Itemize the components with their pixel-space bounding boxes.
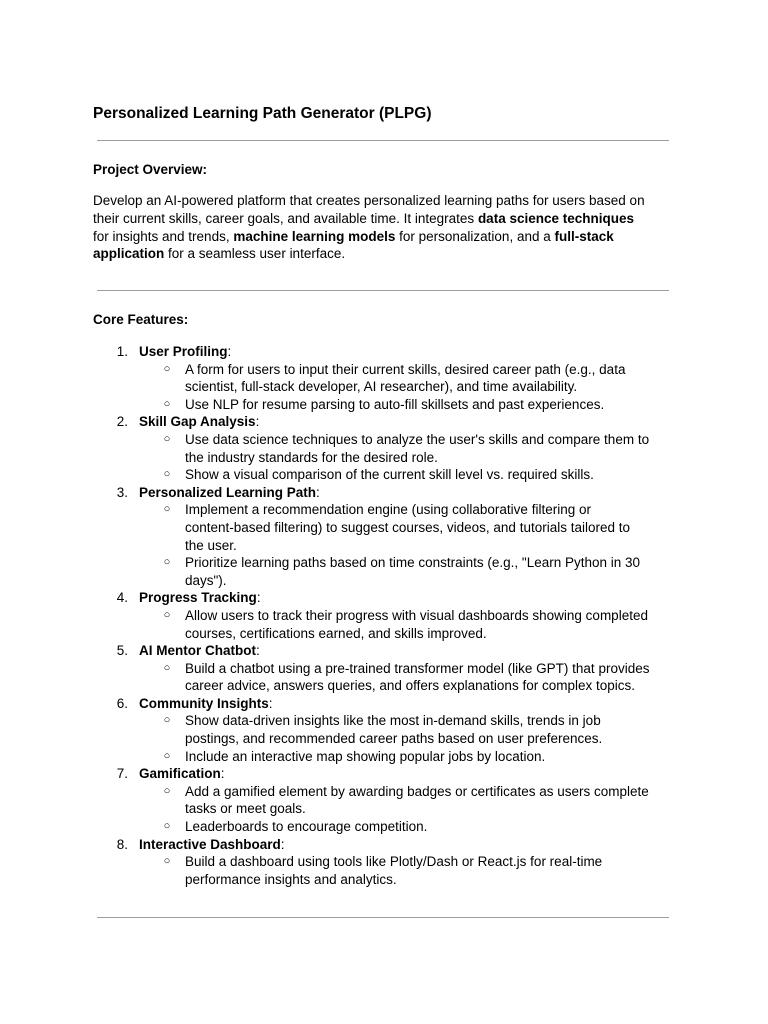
feature-title-text: AI Mentor Chatbot [139,643,256,659]
horizontal-rule [97,917,669,918]
bullet-line: Show a visual comparison of the current skill level vs. required skills. [185,467,594,483]
bullet-line: courses, certifications earned, and skills improved. [185,625,487,641]
bullet-item [0,554,768,589]
feature-title [139,765,225,783]
horizontal-rule [97,140,669,141]
bullet-line: performance insights and analytics. [185,871,397,887]
bullet-item [0,660,768,695]
feature-number: 2. [116,414,128,430]
hollow-circle-bullet-icon: ○ [163,714,171,727]
hollow-circle-bullet-icon: ○ [163,784,171,797]
bullet-line: Include an interactive map showing popular jobs by location. [185,748,546,764]
features-list [0,343,768,888]
bullet-line: content-based filtering) to suggest courses, videos, and tutorials tailored to [185,519,630,535]
bullet-text [185,853,768,888]
feature-title-text: User Profiling [139,344,228,359]
overview-paragraph [93,192,693,263]
bullet-text [185,466,768,484]
bullet-line: Implement a recommendation engine (using collaborative filtering or [185,502,591,518]
bullet-line: Use data science techniques to analyze the user's skills and compare them to [185,431,650,447]
bullet-item [0,431,768,466]
feature-colon: : [280,836,285,852]
bullet-line: A form for users to input their current skills, desired career path (e.g., data [185,361,626,377]
bullet-item [0,396,768,414]
feature-item [0,589,768,642]
feature-title-text: Community Insights [139,695,269,711]
hollow-circle-bullet-icon: ○ [163,855,171,868]
feature-number: 8. [116,836,128,852]
feature-heading [0,413,768,431]
bullet-line: Allow users to track their progress with visual dashboards showing completed [185,607,648,623]
feature-item [0,343,768,413]
bullet-text [185,607,768,642]
bullet-line: Use NLP for resume parsing to auto-fill skillsets and past experiences. [185,396,605,412]
hollow-circle-bullet-icon: ○ [163,820,171,833]
hollow-circle-bullet-icon: ○ [163,468,171,481]
bullet-item [0,466,768,484]
feature-colon: : [316,484,320,500]
feature-item [0,836,768,889]
feature-colon: : [220,766,225,782]
bullet-text [185,660,768,695]
feature-title [139,484,320,502]
bullet-item [0,712,768,747]
feature-number: 3. [116,484,128,500]
feature-colon: : [256,643,260,659]
overview-line [93,210,693,228]
feature-heading [0,589,768,607]
hollow-circle-bullet-icon: ○ [163,397,171,410]
bullet-line: Build a dashboard using tools like Plotly/Dash or React.js for real-time [185,854,603,870]
feature-colon: : [255,414,260,430]
feature-heading [0,484,768,502]
feature-title-text: Personalized Learning Path [139,484,317,500]
feature-colon: : [256,590,261,606]
bullet-text [185,554,768,589]
feature-title-text: Progress Tracking [139,590,257,606]
hollow-circle-bullet-icon: ○ [163,556,171,569]
overview-text: Develop an AI-powered platform that creates personalized learning paths for users based on [93,193,645,208]
feature-title [139,836,285,854]
hollow-circle-bullet-icon: ○ [163,432,171,445]
feature-title-text: Skill Gap Analysis [139,414,256,430]
feature-title-text: Gamification [139,766,221,782]
bullet-text [185,361,768,396]
feature-colon: : [227,344,232,359]
bullet-item [0,501,768,554]
feature-number: 7. [116,766,128,782]
overview-bold-text: application [93,246,165,262]
feature-item [0,484,768,590]
overview-text: for insights and trends, [93,228,234,244]
feature-title [139,642,260,660]
bullet-line: scientist, full-stack developer, AI researcher), and time availability. [185,379,578,395]
feature-colon: : [268,695,273,711]
bullet-text [185,396,768,414]
overview-bold-text: data science techniques [477,210,634,226]
feature-number: 6. [116,695,128,711]
feature-number: 5. [116,643,128,659]
bullet-line: Add a gamified element by awarding badges or certificates as users complete [185,783,649,799]
overview-text: for a seamless user interface. [164,246,346,262]
feature-title-text: Interactive Dashboard [139,836,281,852]
bullet-text [185,783,768,818]
overview-heading: Project Overview: [93,162,208,177]
feature-number: 4. [116,590,128,606]
bullet-line: Leaderboards to encourage competition. [185,819,428,835]
bullet-line: days"). [185,572,227,588]
hollow-circle-bullet-icon: ○ [163,503,171,516]
bullet-line: postings, and recommended career paths based on user preferences. [185,731,603,747]
bullet-line: Prioritize learning paths based on time constraints (e.g., "Learn Python in 30 [185,555,641,571]
feature-title [139,413,259,431]
overview-text: for personalization, and a [395,228,555,244]
bullet-text [185,501,768,554]
feature-heading [0,343,768,361]
bullet-item [0,818,768,836]
bullet-line: Build a chatbot using a pre-trained transformer model (like GPT) that provides [185,660,650,676]
feature-item [0,413,768,483]
hollow-circle-bullet-icon: ○ [163,362,171,375]
bullet-item [0,607,768,642]
feature-item [0,765,768,835]
hollow-circle-bullet-icon: ○ [163,749,171,762]
feature-heading [0,836,768,854]
feature-heading [0,642,768,660]
bullet-item [0,853,768,888]
feature-item [0,695,768,765]
overview-line [93,228,693,246]
features-heading: Core Features: [93,312,189,327]
horizontal-rule [97,290,669,291]
bullet-item [0,361,768,396]
feature-item [0,642,768,695]
overview-bold-text: machine learning models [233,228,396,244]
feature-title [139,343,231,361]
bullet-text [185,818,768,836]
document-title: Personalized Learning Path Generator (PLPG) [93,105,432,122]
bullet-line: career advice, answers queries, and offers explanations for complex topics. [185,678,635,694]
overview-bold-text: full-stack [554,228,614,244]
feature-heading [0,695,768,713]
hollow-circle-bullet-icon: ○ [163,661,171,674]
bullet-line: Show data-driven insights like the most in-demand skills, trends in job [185,713,601,729]
feature-title [139,589,261,607]
bullet-line: the user. [185,537,237,553]
bullet-text [185,712,768,747]
feature-heading [0,765,768,783]
hollow-circle-bullet-icon: ○ [163,608,171,621]
bullet-item [0,783,768,818]
overview-line [93,192,693,210]
overview-text: their current skills, career goals, and available time. It integrates [93,210,478,226]
bullet-text [185,431,768,466]
overview-line [93,245,693,263]
bullet-text [185,748,768,766]
feature-number: 1. [116,344,128,359]
feature-title [139,695,273,713]
bullet-line: the industry standards for the desired role. [185,449,438,465]
bullet-line: tasks or meet goals. [185,801,306,817]
bullet-item [0,748,768,766]
